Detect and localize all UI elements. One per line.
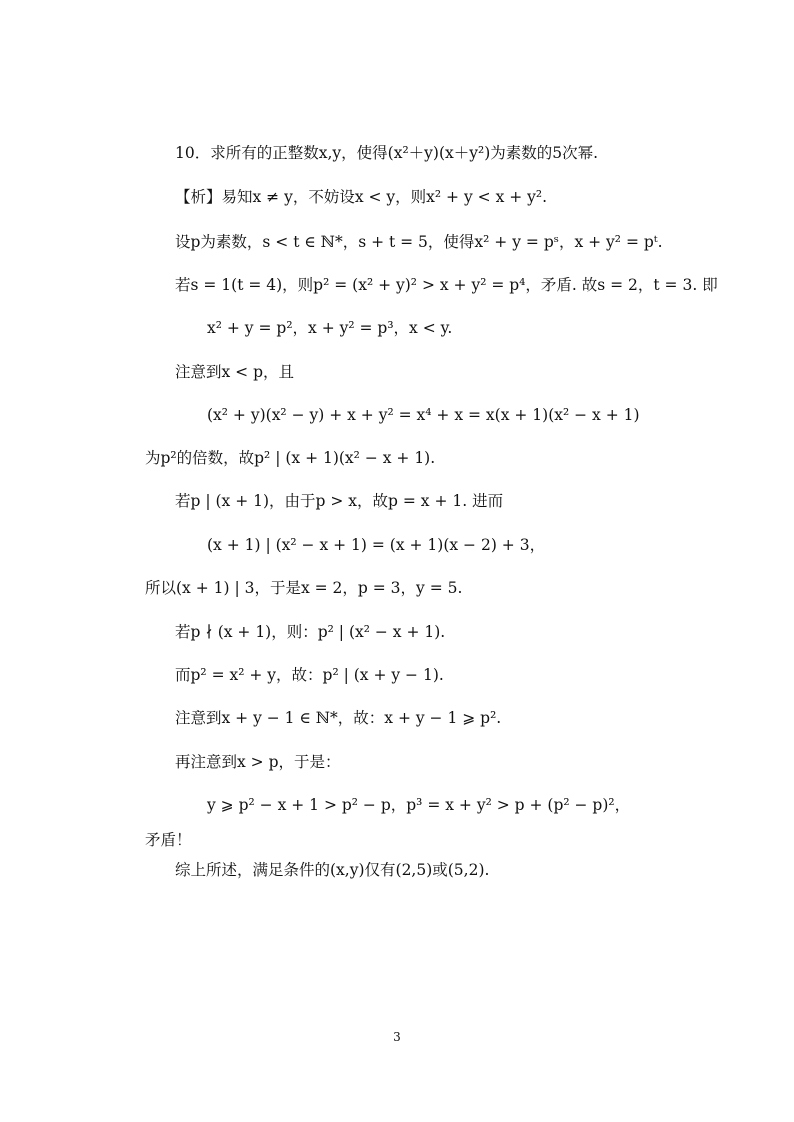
solution-line: 【析】易知x ≠ y，不妨设x < y，则x² + y < x + y².: [175, 188, 548, 206]
solution-line: 若s = 1(t = 4)，则p² = (x² + y)² > x + y² = p⁴，矛盾. 故s = 2，t = 3. 即: [175, 276, 718, 294]
solution-line: 为p²的倍数，故p² | (x + 1)(x² − x + 1).: [145, 449, 436, 467]
problem-statement: 10．求所有的正整数x,y，使得(x²＋y)(x＋y²)为素数的5次幂.: [175, 144, 599, 162]
solution-line: y ⩾ p² − x + 1 > p² − p，p³ = x + y² > p + (p² − p)²，: [207, 796, 631, 814]
solution-line: 再注意到x > p，于是：: [175, 753, 341, 771]
solution-line: x² + y = p²，x + y² = p³，x < y.: [207, 319, 453, 337]
solution-line: 注意到x < p，且: [175, 363, 295, 381]
solution-line: (x + 1) | (x² − x + 1) = (x + 1)(x − 2) + 3，: [207, 536, 546, 554]
solution-line: 若p ∤ (x + 1)，则：p² | (x² − x + 1).: [175, 623, 446, 641]
solution-line: 矛盾！: [145, 831, 192, 849]
page-number: 3: [393, 1030, 401, 1044]
solution-line: 而p² = x² + y，故：p² | (x + y − 1).: [175, 666, 444, 684]
solution-line: 综上所述，满足条件的(x,y)仅有(2,5)或(5,2).: [175, 861, 490, 879]
solution-line: 所以(x + 1) | 3，于是x = 2，p = 3，y = 5.: [145, 579, 463, 597]
solution-line: 若p | (x + 1)，由于p > x，故p = x + 1. 进而: [175, 492, 504, 510]
solution-line: (x² + y)(x² − y) + x + y² = x⁴ + x = x(x + 1)(x² − x + 1): [207, 406, 640, 424]
solution-line: 设p为素数，s < t ∈ ℕ*，s + t = 5，使得x² + y = pˢ，x + y² = pᵗ.: [175, 233, 663, 251]
solution-line: 注意到x + y − 1 ∈ ℕ*，故：x + y − 1 ⩾ p².: [175, 709, 502, 727]
